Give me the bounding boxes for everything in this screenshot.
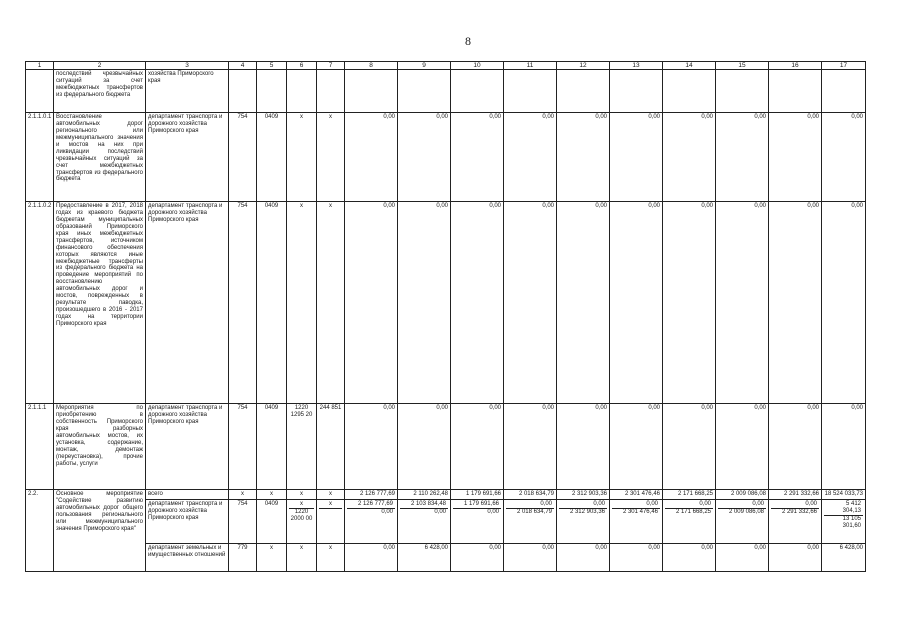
row-vr	[317, 500, 345, 544]
row-value-15: 2 009 086,08	[716, 490, 769, 500]
row-code: 2.1.1.1	[26, 404, 54, 490]
row-csr: x	[287, 490, 317, 500]
header-col-10: 10	[451, 62, 504, 70]
value-line-b: 2 009 086,08	[718, 508, 766, 516]
row-value-10	[451, 70, 504, 113]
row-value-9	[398, 500, 451, 544]
row-value-8: 0,00	[345, 544, 398, 572]
row-value-12: 0,00	[557, 404, 610, 490]
row-value-17	[822, 70, 866, 113]
value-line-b: 13 105 301,60	[824, 515, 863, 530]
row-value-11	[504, 500, 557, 544]
row-value-9	[398, 70, 451, 113]
row-value-8	[345, 500, 398, 544]
row-executor: хозяйства Приморского края	[146, 70, 229, 113]
value-line-a: 5 412 304,13	[842, 501, 861, 515]
row-value-9: 0,00	[398, 202, 451, 404]
value-line-b: 2 312 903,36	[559, 508, 607, 516]
value-line-a: 0,00	[646, 501, 658, 508]
header-col-4: 4	[229, 62, 257, 70]
value-line-b: 0,00	[347, 508, 395, 516]
row-code: 2.1.1.0.1	[26, 113, 54, 202]
row-value-10: 0,00	[451, 404, 504, 490]
value-line-a: 2 103 834,48	[410, 501, 446, 508]
row-value-14: 2 171 668,25	[663, 490, 716, 500]
row-description: последствий чрезвычайных ситуаций за счет межбюджетных трансфертов из федерального бюджета	[54, 70, 146, 113]
row-value-8: 0,00	[345, 404, 398, 490]
header-col-15: 15	[716, 62, 769, 70]
row-vr: x	[317, 490, 345, 500]
table-row	[26, 500, 866, 544]
row-executor: департамент транспорта и дорожного хозяйства Приморского края	[146, 202, 229, 404]
row-value-10: 0,00	[451, 202, 504, 404]
row-value-12	[557, 70, 610, 113]
row-value-16: 2 291 332,66	[769, 490, 822, 500]
row-value-14	[663, 500, 716, 544]
row-value-13	[610, 500, 663, 544]
row-rzpr: 0409	[257, 404, 287, 490]
value-line-a: 0,00	[699, 501, 711, 508]
row-value-15: 0,00	[716, 202, 769, 404]
row-value-17: 6 428,00	[822, 544, 866, 572]
table-row	[26, 113, 866, 202]
row-value-14: 0,00	[663, 113, 716, 202]
row-rzpr: x	[257, 544, 287, 572]
row-value-16	[769, 500, 822, 544]
row-value-11: 2 018 634,79	[504, 490, 557, 500]
table-row	[26, 404, 866, 490]
value-line-a: 0,00	[540, 501, 552, 508]
row-value-15	[716, 500, 769, 544]
value-line-a: 0,00	[752, 501, 764, 508]
row-value-14	[663, 70, 716, 113]
row-grbs: 754	[229, 404, 257, 490]
row-value-13: 0,00	[610, 202, 663, 404]
row-value-9: 0,00	[398, 404, 451, 490]
row-value-9: 0,00	[398, 113, 451, 202]
row-executor: департамент транспорта и дорожного хозяйства Приморского края	[146, 113, 229, 202]
row-csr-a: x	[300, 501, 303, 508]
row-value-15	[716, 70, 769, 113]
row-description: Предоставление в 2017, 2018 годах из краевого бюджета бюджетам муниципальных образований Приморского края иных межбюджетных трансфертов, источником финансового обеспечения которых являются иные межбюджетные трансферты из федерального бюджета на проведение мероприятий по восстановлению автомобильных дорог и мостов, поврежденных в результате паводка, произошедшего в 2016 - 2017 годах на территории Приморского края	[54, 202, 146, 404]
value-line-b: 2 018 634,79	[506, 508, 554, 516]
value-line-a: 0,00	[593, 501, 605, 508]
row-grbs	[229, 70, 257, 113]
row-executor: департамент земельных и имущественных отношений	[146, 544, 229, 572]
row-value-13: 0,00	[610, 113, 663, 202]
row-value-14: 0,00	[663, 202, 716, 404]
row-value-11	[504, 70, 557, 113]
row-value-9: 6 428,00	[398, 544, 451, 572]
row-value-17	[822, 500, 866, 544]
table-row	[26, 490, 866, 500]
row-grbs: 779	[229, 544, 257, 572]
header-col-3: 3	[146, 62, 229, 70]
row-value-8: 2 126 777,69	[345, 490, 398, 500]
row-rzpr: 0409	[257, 500, 287, 544]
row-value-15: 0,00	[716, 404, 769, 490]
row-value-16: 0,00	[769, 544, 822, 572]
header-col-11: 11	[504, 62, 557, 70]
header-col-9: 9	[398, 62, 451, 70]
row-grbs: 754	[229, 113, 257, 202]
row-code	[26, 70, 54, 113]
row-executor: департамент транспорта и дорожного хозяйства Приморского края	[146, 404, 229, 490]
row-grbs: 754	[229, 500, 257, 544]
row-value-13	[610, 70, 663, 113]
row-value-8	[345, 70, 398, 113]
row-value-9: 2 110 262,48	[398, 490, 451, 500]
row-value-12: 0,00	[557, 544, 610, 572]
row-value-17: 0,00	[822, 113, 866, 202]
row-value-11: 0,00	[504, 544, 557, 572]
row-value-16: 0,00	[769, 404, 822, 490]
row-rzpr: 0409	[257, 202, 287, 404]
header-col-14: 14	[663, 62, 716, 70]
row-rzpr: 0409	[257, 113, 287, 202]
row-csr: x	[287, 544, 317, 572]
row-grbs: x	[229, 490, 257, 500]
row-value-12: 2 312 903,36	[557, 490, 610, 500]
table-row	[26, 70, 866, 113]
row-value-8: 0,00	[345, 202, 398, 404]
row-description: Основное мероприятие "Содействие развитию автомобильных дорог общего пользования регионального или межмуниципального значения Приморского края"	[54, 490, 146, 572]
header-col-16: 16	[769, 62, 822, 70]
row-rzpr: x	[257, 490, 287, 500]
row-value-14: 0,00	[663, 404, 716, 490]
row-vr: x	[317, 202, 345, 404]
row-vr: 244 851	[317, 404, 345, 490]
row-csr: 1220 1295 20	[287, 404, 317, 490]
value-line-a: 0,00	[805, 501, 817, 508]
value-line-a: 2 126 777,69	[357, 501, 393, 508]
row-csr: x	[287, 202, 317, 404]
value-line-b: 2 291 332,66	[771, 508, 819, 516]
row-value-13: 0,00	[610, 544, 663, 572]
row-value-12: 0,00	[557, 113, 610, 202]
header-col-1: 1	[26, 62, 54, 70]
row-executor: всего	[146, 490, 229, 500]
row-vr-a: x	[329, 501, 332, 508]
row-vr-b	[319, 508, 342, 516]
row-value-16	[769, 70, 822, 113]
row-value-12	[557, 500, 610, 544]
value-line-b: 0,00	[400, 508, 448, 516]
header-col-7: 7	[317, 62, 345, 70]
row-csr	[287, 500, 317, 544]
row-value-11: 0,00	[504, 404, 557, 490]
row-value-15: 0,00	[716, 113, 769, 202]
budget-table	[25, 61, 866, 572]
value-line-a: 1 179 691,66	[463, 501, 499, 508]
row-csr	[287, 70, 317, 113]
row-value-17: 0,00	[822, 202, 866, 404]
row-value-15: 0,00	[716, 544, 769, 572]
header-col-17: 17	[822, 62, 866, 70]
header-col-5: 5	[257, 62, 287, 70]
row-csr-b: 1220 2000 00	[290, 509, 313, 523]
row-value-12: 0,00	[557, 202, 610, 404]
value-line-b: 0,00	[453, 508, 501, 516]
row-value-10: 0,00	[451, 544, 504, 572]
table-row	[26, 202, 866, 404]
row-code: 2.1.1.0.2	[26, 202, 54, 404]
header-row	[26, 62, 866, 70]
header-col-2: 2	[54, 62, 146, 70]
row-value-17: 18 524 033,73	[822, 490, 866, 500]
row-value-11: 0,00	[504, 202, 557, 404]
row-executor: департамент транспорта и дорожного хозяйства Приморского края	[146, 500, 229, 544]
row-rzpr	[257, 70, 287, 113]
row-value-10: 1 179 691,66	[451, 490, 504, 500]
row-value-16: 0,00	[769, 202, 822, 404]
row-value-17: 0,00	[822, 404, 866, 490]
header-col-13: 13	[610, 62, 663, 70]
row-value-16: 0,00	[769, 113, 822, 202]
row-vr: x	[317, 113, 345, 202]
row-value-13: 2 301 476,46	[610, 490, 663, 500]
row-value-13: 0,00	[610, 404, 663, 490]
row-grbs: 754	[229, 202, 257, 404]
row-vr: x	[317, 544, 345, 572]
row-csr: x	[287, 113, 317, 202]
row-vr	[317, 70, 345, 113]
row-description: Мероприятия по приобретению в собственность Приморского края разборных автомобильных мостов, их установка, содержание, монтаж, демонтаж (переустановка), прочие работы, услуги	[54, 404, 146, 490]
value-line-b: 2 171 668,25	[665, 508, 713, 516]
row-description: Восстановление автомобильных дорог регионального или межмуниципального значения и мостов на них при ликвидации последствий чрезвычайных ситуаций за счет межбюджетных трансфертов из федерального бюджета	[54, 113, 146, 202]
row-value-10	[451, 500, 504, 544]
header-col-12: 12	[557, 62, 610, 70]
value-line-b: 2 301 476,46	[612, 508, 660, 516]
header-col-8: 8	[345, 62, 398, 70]
row-value-10: 0,00	[451, 113, 504, 202]
page-number: 8	[465, 34, 471, 48]
row-code: 2.2.	[26, 490, 54, 572]
row-value-11: 0,00	[504, 113, 557, 202]
row-value-14: 0,00	[663, 544, 716, 572]
header-col-6: 6	[287, 62, 317, 70]
row-value-8: 0,00	[345, 113, 398, 202]
table-row	[26, 544, 866, 572]
